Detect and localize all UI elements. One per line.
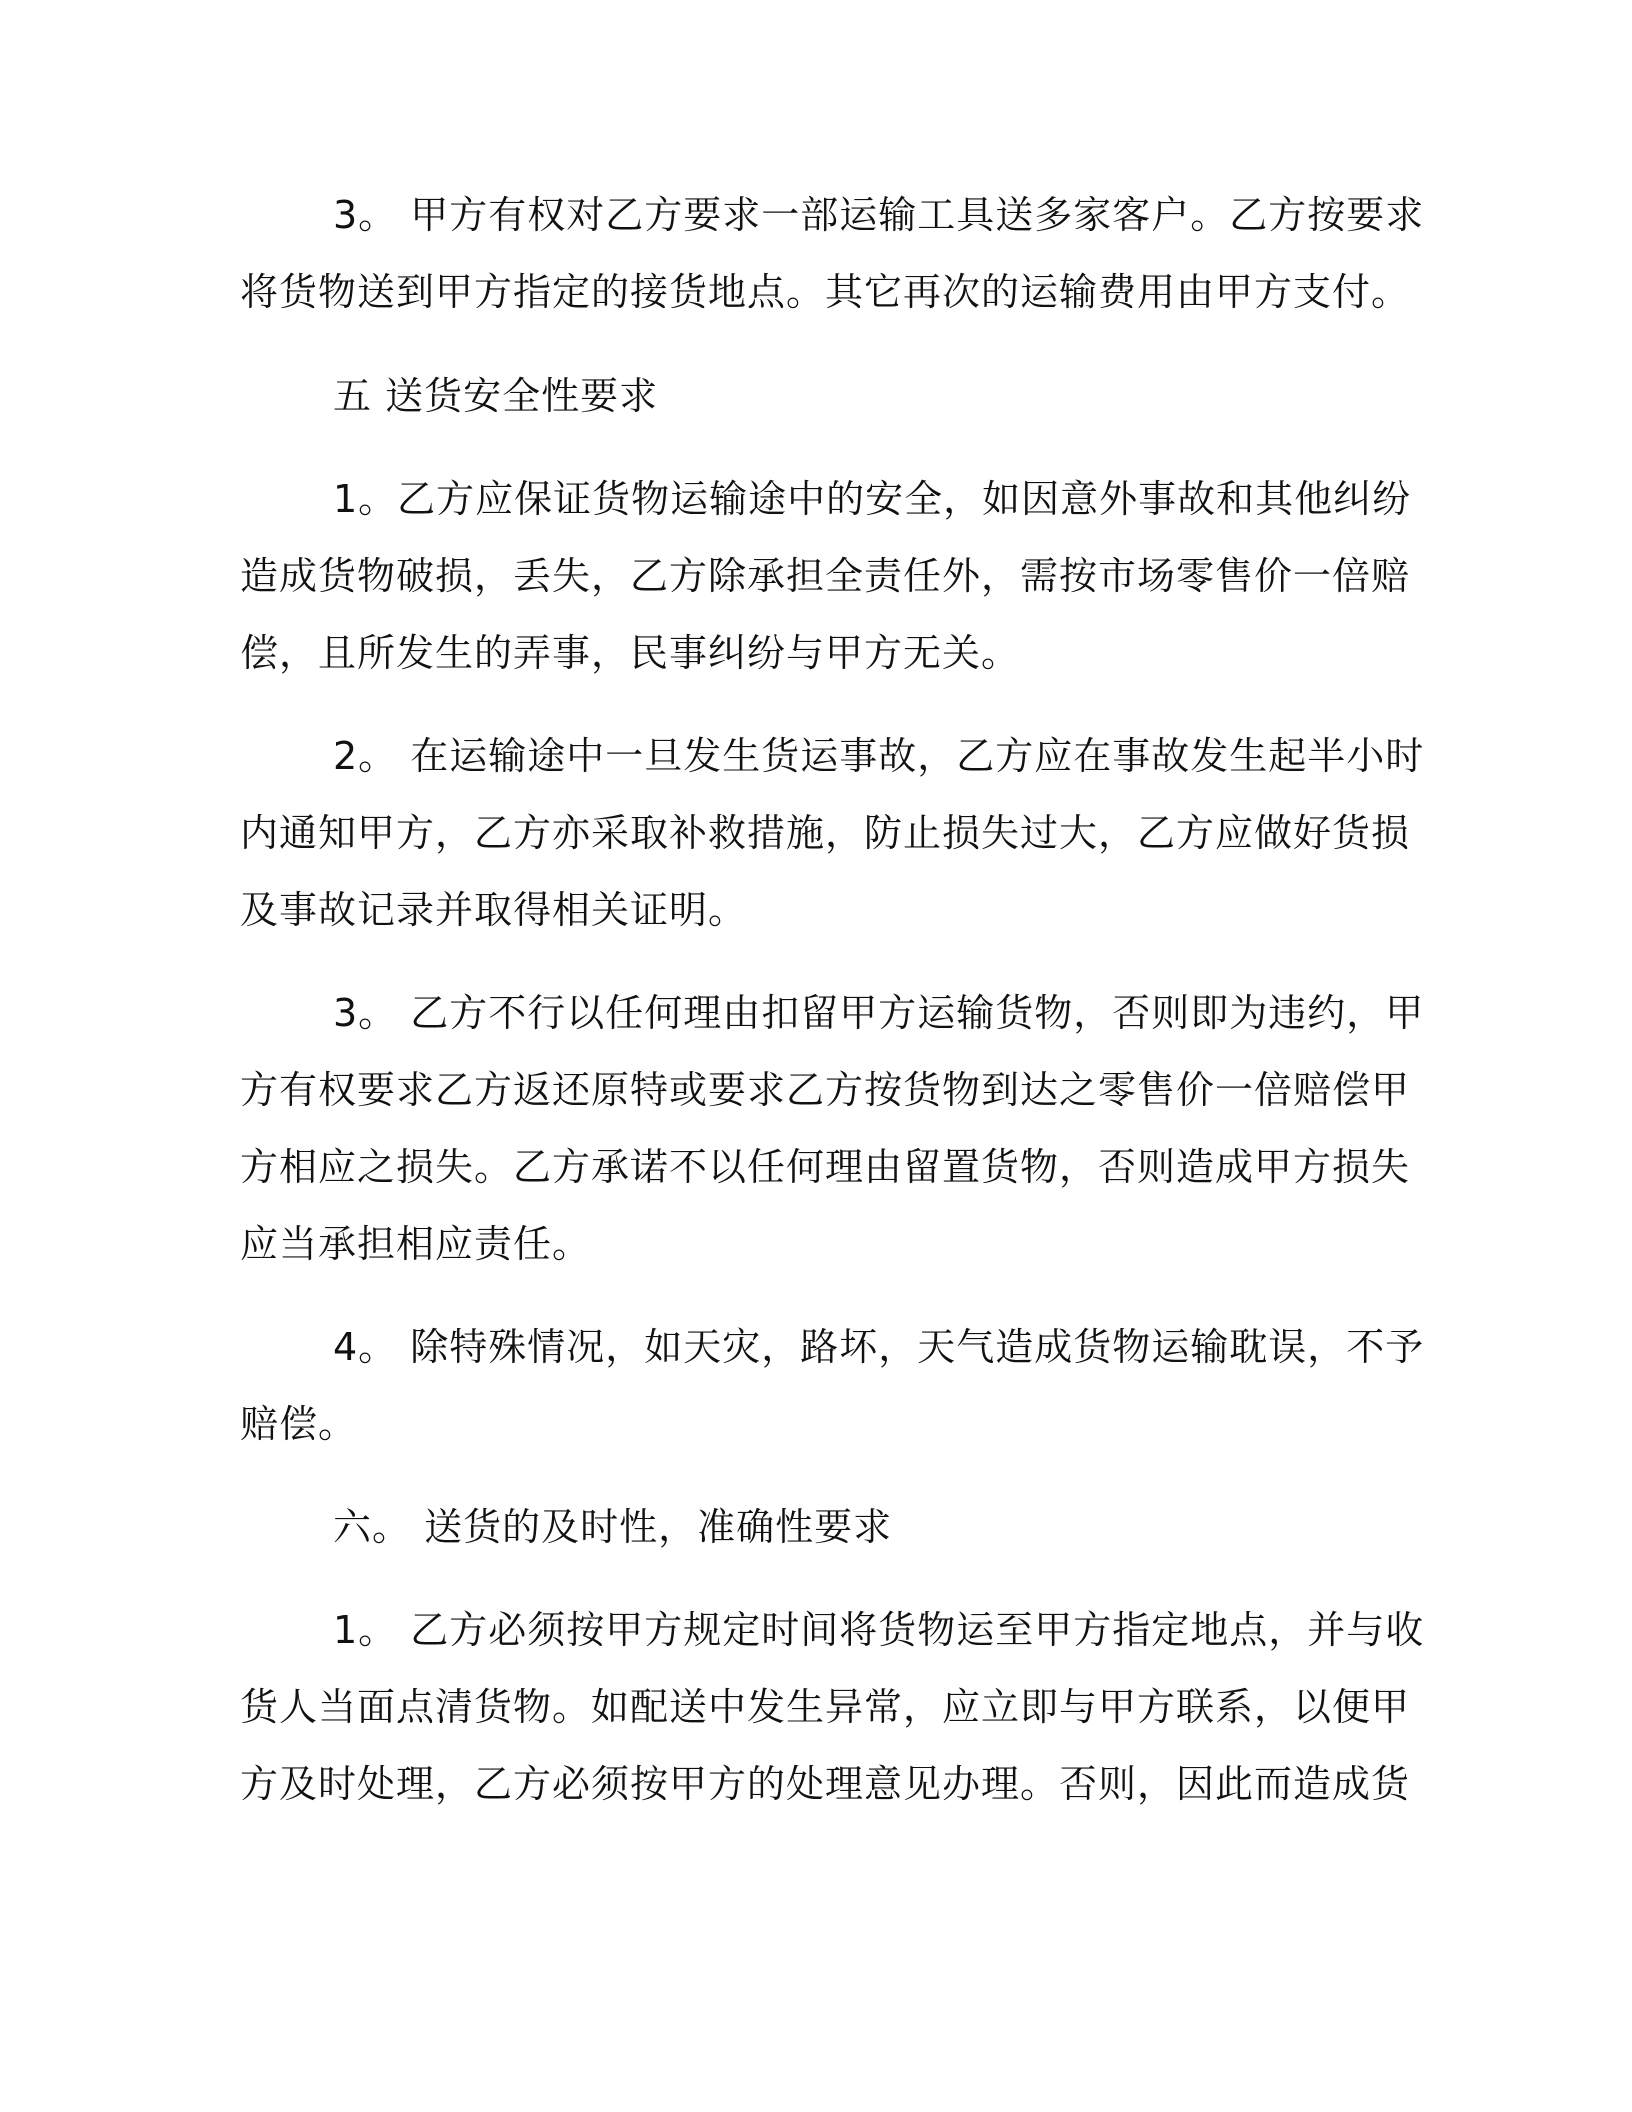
text-line: 应当承担相应责任。: [240, 1222, 592, 1266]
text-line: 偿，且所发生的弄事，民事纠纷与甲方无关。: [240, 631, 1021, 675]
text-line: 方相应之损失。乙方承诺不以任何理由留置货物，否则造成甲方损失: [240, 1145, 1411, 1189]
text-line: 1。乙方应保证货物运输途中的安全，如因意外事故和其他纠纷: [333, 477, 1412, 521]
text-line: 货人当面点清货物。如配送中发生异常，应立即与甲方联系，以便甲: [240, 1685, 1411, 1729]
text-line: 将货物送到甲方指定的接货地点。其它再次的运输费用由甲方支付。: [240, 270, 1411, 314]
section-heading: 五 送货安全性要求: [333, 374, 659, 418]
text-line: 赔偿。: [240, 1402, 358, 1446]
text-line: 及事故记录并取得相关证明。: [240, 888, 748, 932]
text-line: 内通知甲方，乙方亦采取补救措施，防止损失过大，乙方应做好货损: [240, 811, 1411, 855]
text-line: 造成货物破损，丢失，乙方除承担全责任外，需按市场零售价一倍赔: [240, 554, 1411, 598]
text-line: 4。 除特殊情况，如天灾，路坏，天气造成货物运输耽误，不予: [333, 1325, 1425, 1369]
text-line: 方及时处理，乙方必须按甲方的处理意见办理。否则，因此而造成货: [240, 1762, 1411, 1806]
section-heading: 六。 送货的及时性，准确性要求: [333, 1505, 893, 1549]
text-line: 1。 乙方必须按甲方规定时间将货物运至甲方指定地点，并与收: [333, 1608, 1425, 1652]
text-line: 方有权要求乙方返还原特或要求乙方按货物到达之零售价一倍赔偿甲: [240, 1068, 1411, 1112]
text-line: 3。 乙方不行以任何理由扣留甲方运输货物，否则即为违约，甲: [333, 991, 1425, 1035]
text-line: 2。 在运输途中一旦发生货运事故，乙方应在事故发生起半小时: [333, 734, 1425, 778]
text-line: 3。 甲方有权对乙方要求一部运输工具送多家客户。乙方按要求: [333, 193, 1425, 237]
